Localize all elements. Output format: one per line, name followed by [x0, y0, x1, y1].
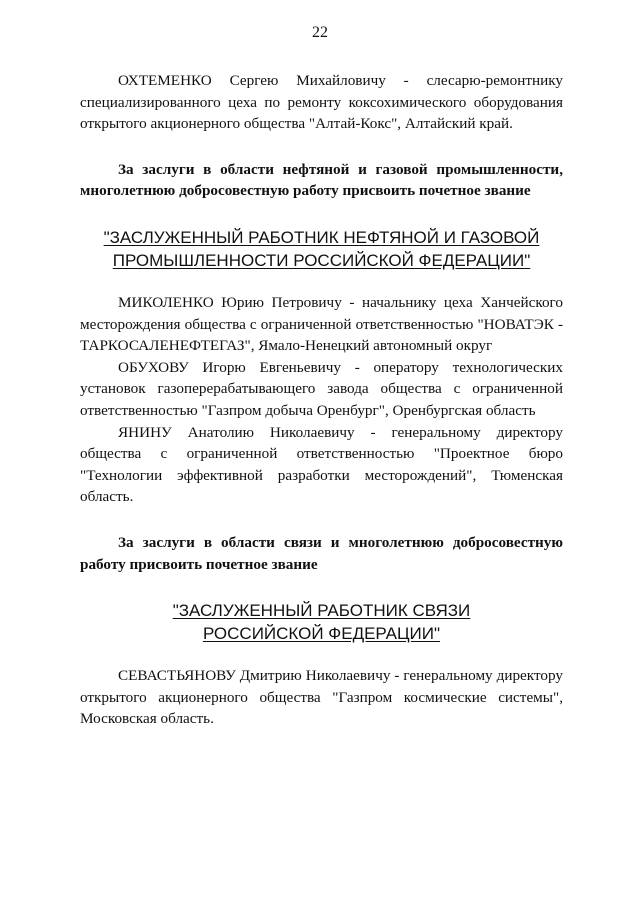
- award-recipient-obukhov: ОБУХОВУ Игорю Евгеньевичу - оператору технологических установок газоперерабатывающего завода общества с ограниченной ответственностью "Газпром добыча Оренбург", Оренбургская область: [80, 358, 563, 419]
- award-recipient-mikolenko: МИКОЛЕНКО Юрию Петровичу - начальнику цеха Ханчейского месторождения общества с ограниченной ответственностью "НОВАТЭК - ТАРКОСАЛЕНЕФТЕГАЗ", Ямало-Ненецкий автономный округ: [80, 293, 563, 355]
- page-number: 22: [312, 24, 328, 41]
- award-recipient-sevastyanov: СЕВАСТЬЯНОВУ Дмитрию Николаевичу - генеральному директору открытого акционерного общества "Газпром космические системы", Московская область.: [80, 667, 563, 728]
- title-line-1: "ЗАСЛУЖЕННЫЙ РАБОТНИК СВЯЗИ: [172, 601, 471, 621]
- intro-part-a: За заслуги в области связи и многолетнюю добросовестную: [118, 533, 563, 551]
- section-oil-gas-title: [80, 226, 563, 272]
- award-recipient-yanin: ЯНИНУ Анатолию Николаевичу - генеральному директору общества с ограниченной ответственностью "Проектное бюро "Технологии эффективной разработки месторождений", Тюменская область.: [80, 423, 563, 506]
- award-recipient-ohtemenko: ОХТЕМЕНКО Сергею Михайловичу - слесарю-ремонтнику специализированного цеха по ремонту коксохимического оборудования открытого акционерного общества "Алтай-Кокс", Алтайский край.: [80, 72, 563, 133]
- title-line-1: "ЗАСЛУЖЕННЫЙ РАБОТНИК НЕФТЯНОЙ И ГАЗОВОЙ: [103, 227, 540, 247]
- section-communications-title: [80, 599, 563, 645]
- section-communications-intro: [80, 532, 563, 575]
- title-line-2: ПРОМЫШЛЕННОСТИ РОССИЙСКОЙ ФЕДЕРАЦИИ": [112, 250, 531, 270]
- title-line-2: РОССИЙСКОЙ ФЕДЕРАЦИИ": [202, 624, 441, 644]
- section-oil-gas-intro: За заслуги в области нефтяной и газовой промышленности, многолетнюю добросовестную работу присвоить почетное звание: [80, 160, 563, 200]
- document-body: [80, 70, 563, 730]
- intro-part-b: работу присвоить почетное звание: [80, 555, 318, 573]
